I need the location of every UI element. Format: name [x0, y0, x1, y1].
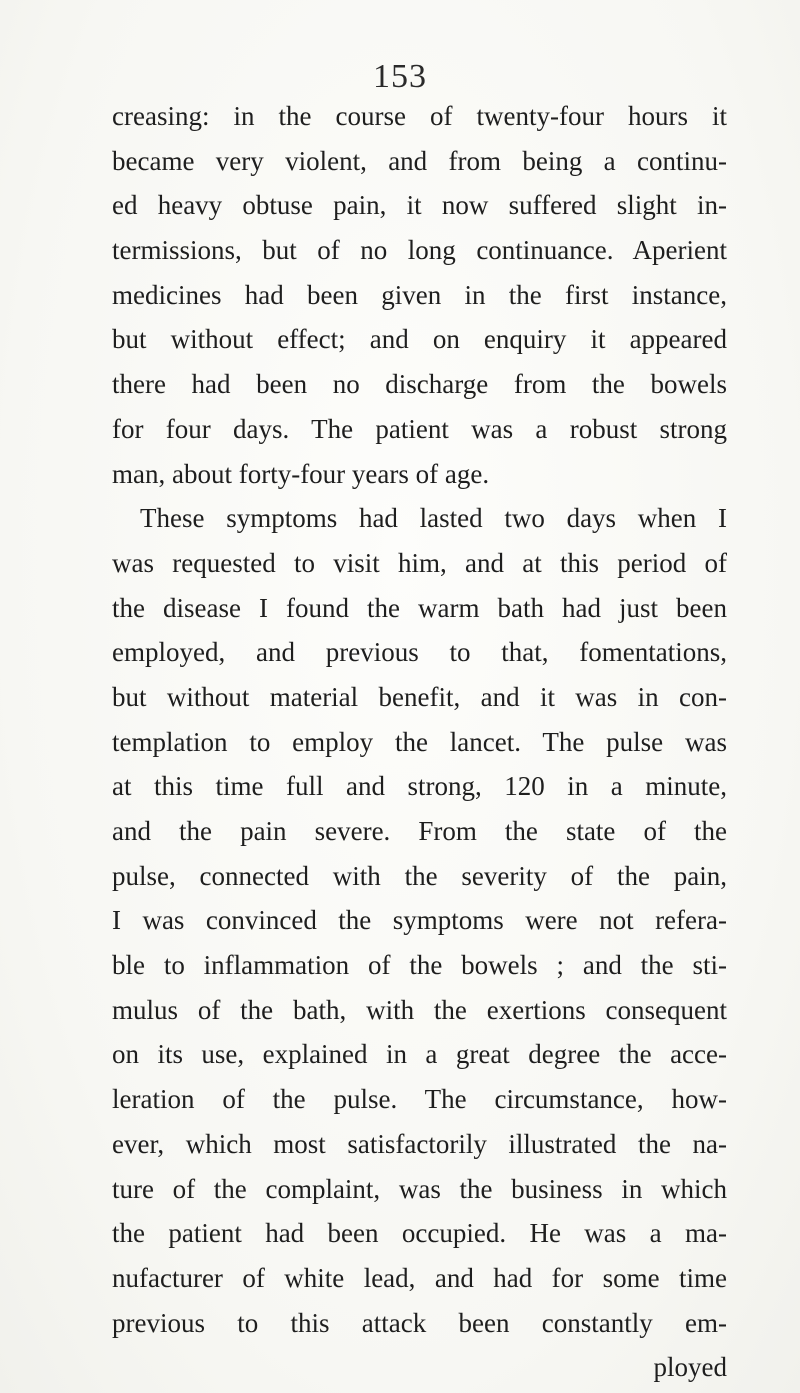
text-line: and the pain severe. From the state of the [112, 816, 727, 846]
text-line: nufacturer of white lead, and had for some time [112, 1262, 727, 1293]
text-line: the disease I found the warm bath had just been [112, 592, 727, 623]
text-line: medicines had been given in the first instance, [112, 279, 727, 310]
text-line: previous to this attack been constantly em- [112, 1307, 727, 1338]
text-line: was requested to visit him, and at this period of [112, 547, 727, 578]
page-number: 153 [373, 58, 427, 95]
text-line: became very violent, and from being a continu- [112, 145, 727, 176]
text-line: but without material benefit, and it was in con- [112, 681, 727, 712]
text-line: mulus of the bath, with the exertions consequent [112, 994, 727, 1025]
text-line: at this time full and strong, 120 in a minute, [112, 771, 727, 802]
body-text [112, 94, 727, 1390]
catchword: ployed [653, 1352, 727, 1383]
text-line: employed, and previous to that, fomentations, [112, 637, 727, 668]
text-line: creasing: in the course of twenty-four hours it [112, 101, 727, 131]
text-line: ture of the complaint, was the business in which [112, 1173, 727, 1204]
text-line: man, about forty-four years of age. [112, 458, 490, 489]
text-line: termissions, but of no long continuance. Aperient [112, 235, 727, 266]
text-line: there had been no discharge from the bowels [112, 369, 727, 400]
text-line: I was convinced the symptoms were not refera- [112, 905, 727, 936]
text-line: These symptoms had lasted two days when I [140, 503, 727, 534]
text-line: ble to inflammation of the bowels ; and the sti- [112, 950, 727, 981]
text-line: leration of the pulse. The circumstance, how- [112, 1084, 727, 1115]
text-line: ever, which most satisfactorily illustrated the na- [112, 1128, 727, 1159]
text-line: on its use, explained in a great degree the acce- [112, 1039, 727, 1070]
text-line: the patient had been occupied. He was a ma- [112, 1218, 727, 1249]
text-line: pulse, connected with the severity of the pain, [112, 860, 727, 891]
text-line: but without effect; and on enquiry it appeared [112, 324, 727, 355]
text-line: ed heavy obtuse pain, it now suffered slight in- [112, 190, 727, 221]
text-line: templation to employ the lancet. The pulse was [112, 726, 727, 757]
text-line: for four days. The patient was a robust strong [112, 413, 727, 444]
